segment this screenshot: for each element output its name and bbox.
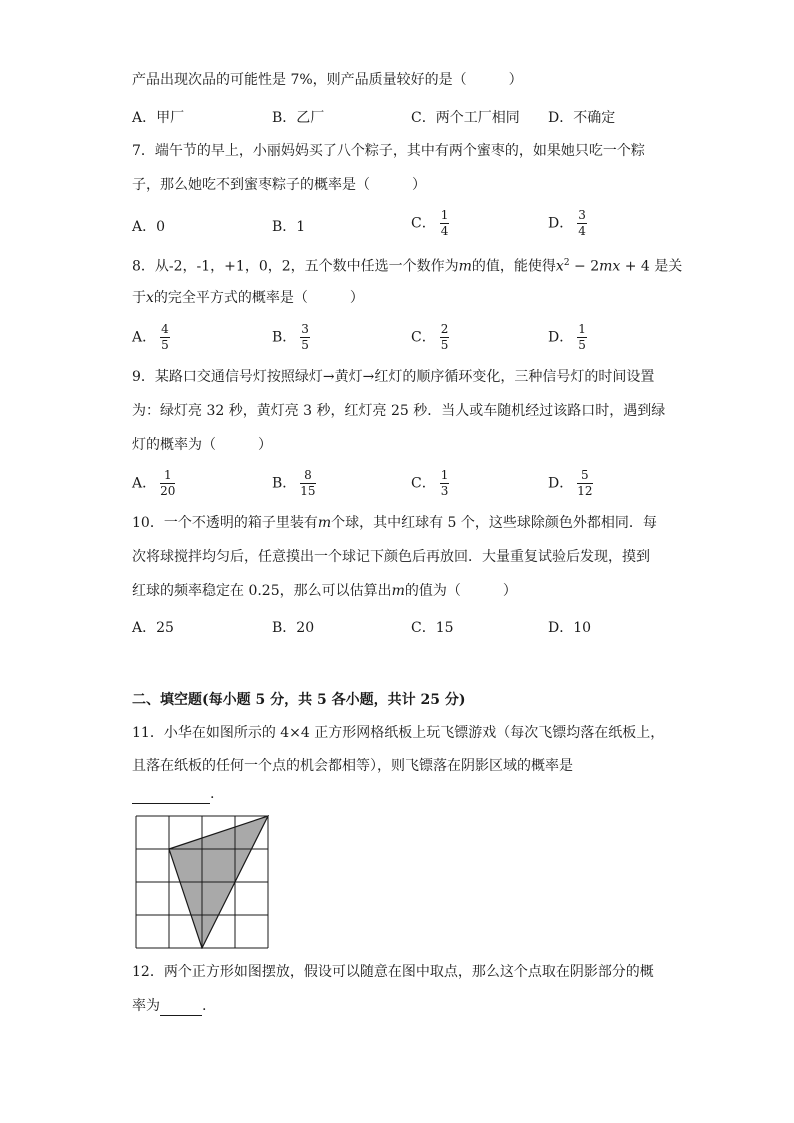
q8-expr-x2: x — [612, 258, 621, 275]
q7-option-d-label: D． — [548, 215, 574, 232]
q6-option-d[interactable]: D．不确定 — [548, 110, 616, 126]
fraction-denominator: 15 — [300, 484, 316, 498]
q9-option-d-label: D． — [548, 475, 574, 492]
q8-var-m: m — [458, 258, 472, 275]
fraction-numerator: 2 — [440, 322, 449, 336]
q8-option-d-fraction — [577, 323, 587, 352]
q6-option-a[interactable]: A．甲厂 — [132, 110, 185, 126]
fraction-numerator: 1 — [160, 469, 175, 484]
q11-period: . — [210, 786, 215, 802]
q10-text-c: 红球的频率稳定在 0.25，那么可以估算出 — [132, 583, 392, 599]
q9-line-3: 灯的概率为（ ） — [132, 437, 272, 453]
q11-line-3 — [132, 784, 662, 804]
q7-option-a-label: A．0 — [132, 219, 166, 235]
q8-option-c[interactable] — [411, 323, 449, 352]
q9-line-1: 9．某路口交通信号灯按照绿灯→黄灯→红灯的顺序循环变化，三种信号灯的时间设置 — [132, 369, 655, 385]
fraction-numerator: 1 — [440, 468, 449, 482]
q6-option-c[interactable]: C．两个工厂相同 — [411, 110, 520, 126]
q9-option-c-fraction — [440, 469, 450, 498]
fraction-denominator: 5 — [440, 338, 449, 352]
fraction-denominator: 4 — [578, 224, 586, 238]
fraction-numerator: 3 — [578, 208, 586, 222]
fraction-denominator: 5 — [301, 338, 309, 352]
fraction-denominator: 3 — [440, 484, 449, 498]
q8-option-a-label: A． — [132, 329, 157, 346]
q10-line-2: 次将球搅拌均匀后，任意摸出一个球记下颜色后再放回．大量重复试验后发现，摸到 — [132, 549, 650, 565]
q7-option-c-fraction — [440, 209, 450, 238]
q9-option-c-label: C． — [411, 475, 436, 492]
q8-option-b-fraction — [300, 323, 310, 352]
q8-option-b[interactable] — [272, 323, 310, 352]
q11-line-2: 且落在纸板的任何一个点的机会都相等），则飞镖落在阴影区域的概率是 — [132, 758, 573, 774]
q10-line-3 — [132, 581, 662, 601]
q12-text-a: 率为 — [132, 998, 160, 1014]
q10-var-m: m — [317, 515, 332, 531]
q8-option-a[interactable] — [132, 323, 170, 352]
q10-var-m2: m — [391, 583, 405, 599]
q12-answer-blank[interactable] — [160, 999, 202, 1016]
q12-line-2 — [132, 996, 662, 1016]
fraction-numerator: 5 — [577, 469, 592, 484]
q8-option-b-label: B． — [272, 329, 297, 346]
fraction-denominator: 5 — [578, 338, 586, 352]
q10-option-a[interactable]: A．25 — [132, 620, 174, 636]
grid-triangle-figure — [135, 815, 269, 949]
fraction-numerator: 1 — [578, 322, 586, 336]
q8-option-c-label: C． — [411, 329, 436, 346]
q10-text-d: 的值为（ ） — [404, 583, 517, 599]
q8-option-d-label: D． — [548, 329, 574, 346]
q10-text-b: 个球，其中红球有 5 个，这些球除颜色外都相同．每 — [331, 515, 657, 531]
q8-expr-x: x — [555, 258, 564, 275]
q8-line-2 — [132, 288, 662, 308]
q10-text-a: 10．一个不透明的箱子里装有 — [132, 515, 318, 531]
q9-option-d[interactable] — [548, 469, 593, 498]
q7-option-b[interactable] — [272, 217, 305, 237]
q7-option-c[interactable] — [411, 209, 449, 238]
q9-option-c[interactable] — [411, 469, 449, 498]
q11-line-1: 11．小华在如图所示的 4×4 正方形网格纸板上玩飞镖游戏（每次飞镖均落在纸板上， — [132, 725, 665, 741]
fraction-numerator: 4 — [161, 322, 169, 336]
q6-option-b[interactable]: B．乙厂 — [272, 110, 325, 126]
q12-period: . — [202, 998, 207, 1014]
q8-expr-minus: − 2 — [569, 258, 600, 275]
q8-line-1 — [132, 253, 683, 277]
fraction-numerator: 1 — [440, 208, 449, 222]
section-heading-fill-blank: 二、填空题(每小题 5 分，共 5 各小题，共计 25 分) — [132, 692, 466, 708]
q8-expr-exponent: 2 — [563, 258, 570, 268]
q8-var-x: x — [146, 290, 154, 306]
q7-option-d[interactable] — [548, 209, 587, 238]
q8-text-a: 8．从-2，-1，+1，0，2，五个数中任选一个数作为 — [132, 258, 459, 275]
q10-option-c[interactable]: C．15 — [411, 620, 454, 636]
fraction-denominator: 5 — [161, 338, 169, 352]
q10-option-d[interactable]: D．10 — [548, 620, 592, 636]
q7-option-b-label: B．1 — [272, 219, 306, 235]
fraction-denominator: 4 — [440, 224, 449, 238]
q7-option-d-fraction — [577, 209, 587, 238]
q7-option-a[interactable] — [132, 217, 165, 237]
q8-text-d: 的完全平方式的概率是（ ） — [153, 290, 364, 306]
q9-option-d-fraction — [577, 469, 592, 498]
q7-line-1: 7．端午节的早上，小丽妈妈买了八个粽子，其中有两个蜜枣的，如果她只吃一个粽 — [132, 143, 645, 159]
q8-expr-end: + 4 是关 — [620, 258, 683, 275]
q9-option-a-label: A． — [132, 475, 157, 492]
q8-text-c: 于 — [132, 290, 146, 306]
q8-text-b: 的值，能使得 — [471, 258, 556, 275]
q8-option-d[interactable] — [548, 323, 587, 352]
q9-option-b[interactable] — [272, 469, 316, 498]
q9-option-a[interactable] — [132, 469, 175, 498]
q9-option-a-fraction — [160, 469, 175, 498]
q11-answer-blank[interactable] — [132, 787, 210, 804]
q6-text: 产品出现次品的可能性是 7%，则产品质量较好的是（ ） — [132, 72, 523, 88]
fraction-numerator: 3 — [301, 322, 309, 336]
q12-line-1: 12．两个正方形如图摆放，假设可以随意在图中取点，那么这个点取在阴影部分的概 — [132, 964, 654, 980]
q7-line-2: 子，那么她吃不到蜜枣粽子的概率是（ ） — [132, 177, 426, 193]
q8-option-c-fraction — [440, 323, 450, 352]
q9-option-b-fraction — [300, 469, 315, 498]
fraction-denominator: 12 — [577, 484, 593, 498]
q10-option-b[interactable]: B．20 — [272, 620, 315, 636]
q7-option-c-label: C． — [411, 215, 436, 232]
q8-option-a-fraction — [160, 323, 170, 352]
fraction-denominator: 20 — [160, 484, 176, 498]
q9-option-b-label: B． — [272, 475, 297, 492]
q10-line-1 — [132, 513, 662, 533]
q9-line-2: 为：绿灯亮 32 秒，黄灯亮 3 秒，红灯亮 25 秒．当人或车随机经过该路口时，遇到绿 — [132, 403, 666, 419]
q8-expr-m: m — [599, 258, 613, 275]
fraction-numerator: 8 — [300, 469, 315, 484]
